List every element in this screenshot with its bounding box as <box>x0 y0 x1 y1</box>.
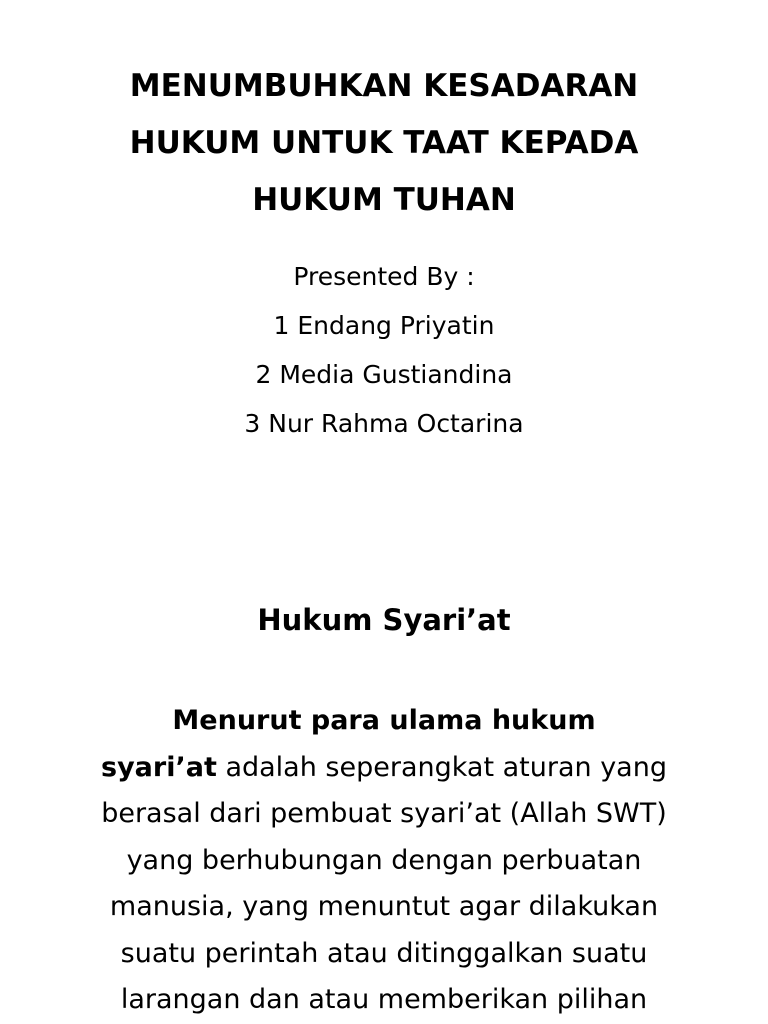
slide-heading: Hukum Syari’at <box>257 603 511 637</box>
presented-by-label: Presented By : <box>293 262 475 291</box>
body-line-2-rest: adalah seperangkat aturan yang <box>216 751 667 783</box>
body-line-2 <box>20 745 748 792</box>
body-line-7: larangan dan atau memberikan pilihan <box>120 984 648 1015</box>
title-line-1: MENUMBUHKAN KESADARAN <box>129 68 639 104</box>
slide-title-heading <box>40 58 728 229</box>
body-line-6: suatu perintah atau ditinggalkan suatu <box>120 937 648 969</box>
presenters-block <box>40 252 728 448</box>
body-line-1: Menurut para ulama hukum <box>172 705 596 736</box>
title-line-3: HUKUM TUHAN <box>252 182 516 218</box>
body-term-syariat: syari’at <box>101 751 217 783</box>
slide-hukum-syariat <box>0 540 768 1024</box>
presenter-1: 1 Endang Priyatin <box>273 311 495 340</box>
presenter-3: 3 Nur Rahma Octarina <box>244 409 524 438</box>
title-line-2: HUKUM UNTUK TAAT KEPADA <box>129 125 639 161</box>
body-line-4: yang berhubungan dengan perbuatan <box>126 844 642 876</box>
body-line-3: berasal dari pembuat syari’at (Allah SWT) <box>101 798 667 829</box>
body-line-5: manusia, yang menuntut agar dilakukan <box>109 891 659 922</box>
presenter-2: 2 Media Gustiandina <box>255 360 513 389</box>
slide-body <box>20 698 748 1024</box>
